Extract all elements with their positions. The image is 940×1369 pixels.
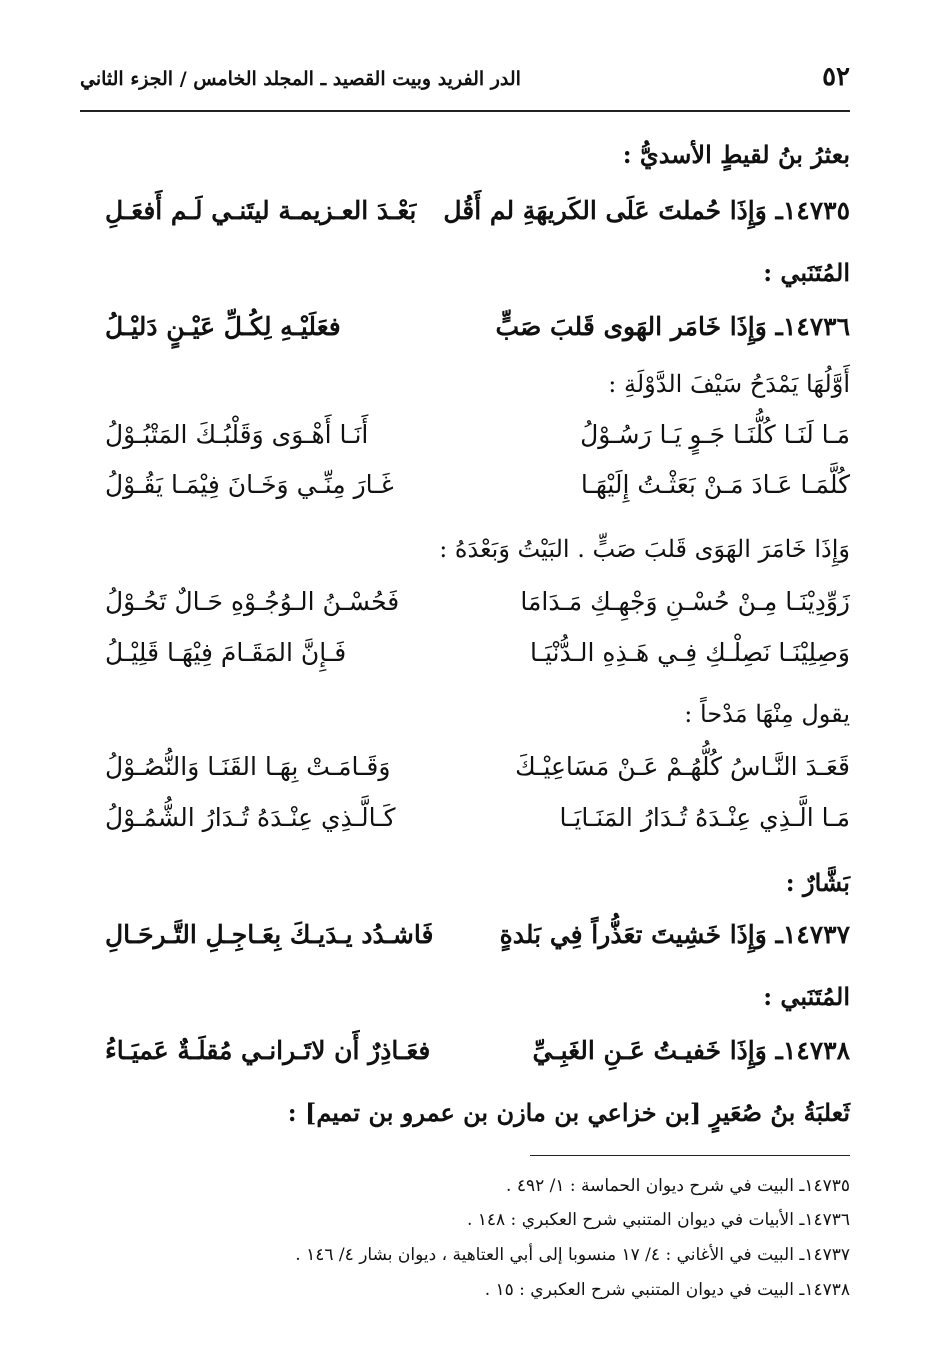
verse-first-hemistich: ١٤٧٣٨ـ وَإِذَا خَفيـتُ عَـنِ الغَبِـيِّ: [532, 1036, 850, 1065]
verse-second-hemistich: فَاشـدُد يـدَيـكَ بِعَـاجِـلِ التَّـرحَـالِ: [105, 920, 434, 949]
verse-first-hemistich: ١٤٧٣٦ـ وَإِذَا خَامَر الهَوى قَلبَ صَبٍّ: [495, 312, 850, 341]
verse-second-hemistich: كَـالَّـذِي عِنْـدَهُ تُـدَارُ الشُّمُـوْلُ: [105, 803, 396, 832]
verse-first-hemistich: زَوِّدِيْنَـا مِـنْ حُسْـنِ وَجْهِـكِ مَـدَامَا: [520, 587, 850, 616]
verse-second-hemistich: غَـارَ مِنِّـي وَخَـانَ فِيْمَـا يَقُـوْلُ: [105, 470, 394, 499]
verse-line: [105, 803, 850, 843]
verse-second-hemistich: فَحُسْـنُ الـوُجُـوْهِ حَـالٌ تَحُـوْلُ: [105, 587, 400, 616]
verse-first-hemistich: ١٤٧٣٧ـ وَإِذَا خَشِيتَ تعَذُّراً فِي بَلدةٍ: [499, 920, 850, 949]
verse-second-hemistich: أَنَـا أَهْـوَى وَقَلْبُـكَ المَتْبُـوْلُ: [105, 420, 369, 449]
poet-intro: بعثرُ بنُ لقيطٍ الأسديُّ :: [622, 140, 850, 169]
verse-line: [105, 420, 850, 460]
verse-first-hemistich: مَـا لَنَـا كُلُّنَـا جَـوٍ يَـا رَسُـوْلُ: [580, 420, 850, 449]
poet-intro: المُتَنَبي :: [763, 982, 850, 1011]
verse-first-hemistich: وَصِلِيْنَـا نَصِلْـكِ فِـي هَـذِهِ الـدُّنْيَـا: [530, 638, 850, 667]
verse-line: [105, 312, 850, 352]
verse-first-hemistich: مَـا الَّـذِي عِنْـدَهُ تُـدَارُ المَنَـايَـا: [559, 803, 850, 832]
verse-first-hemistich: ١٤٧٣٥ـ وَإِذَا حُملتَ عَلَى الكَريهَةِ لم أَقُل: [443, 196, 850, 225]
footnote-rule: [530, 1155, 850, 1156]
verse-second-hemistich: وَقَـامَـتْ بِهَـا القَنَـا وَالنُّصُـوْلُ: [105, 752, 391, 781]
verse-first-hemistich: قَعَـدَ النَّـاسُ كُلُّهُـمْ عَـنْ مَسَاعِيْـكَ: [515, 752, 850, 781]
commentary-line: وَإِذَا خَامَرَ الهَوَى قَلبَ صَبٍّ . البَيْتُ وَبَعْدَهُ :: [439, 535, 850, 563]
verse-second-hemistich: بَعْـدَ العـزيمـة ليتَنـي لَـم أَفعَـلِ: [105, 196, 417, 225]
footnote: ١٤٧٣٨ـ البيت في ديوان المتنبي شرح العكبري : ١٥ .: [484, 1280, 850, 1300]
running-title: الدر الفريد وبيت القصيد ـ المجلد الخامس / الجزء الثاني: [80, 68, 521, 90]
footnote: ١٤٧٣٧ـ البيت في الأغاني : ٤/ ١٧ منسوبا إلى أبي العتاهية ، ديوان بشار ٤/ ١٤٦ .: [295, 1245, 850, 1265]
verse-first-hemistich: كُلَّمَـا عَـادَ مَـنْ بَعَثْـتُ إِلَيْهَـا: [580, 470, 850, 499]
running-header: [80, 62, 850, 102]
verse-line: [105, 587, 850, 627]
verse-line: [105, 638, 850, 678]
verse-line: [105, 470, 850, 510]
poet-intro: ثَعلبَةُ بنُ صُعَيرٍ [بن خزاعي بن مازن بن عمرو بن تميم] :: [287, 1098, 850, 1127]
verse-second-hemistich: فَـإِنَّ المَقَـامَ فِيْهَـا قَلِيْـلُ: [105, 638, 347, 667]
poet-intro: المُتَنَبي :: [763, 258, 850, 287]
page-number: ٥٢: [822, 62, 850, 92]
verse-second-hemistich: فعَـاذِرٌ أَن لاتَـرانـي مُقلَـةٌ عَميَـاءُ: [105, 1036, 431, 1065]
commentary-line: يقول مِنْهَا مَدْحاً :: [684, 700, 850, 728]
verse-line: [105, 196, 850, 236]
verse-line: [105, 920, 850, 960]
commentary-line: أَوَّلُهَا يَمْدَحُ سَيْفَ الدَّوْلَةِ :: [608, 370, 850, 398]
footnote: ١٤٧٣٦ـ الأبيات في ديوان المتنبي شرح العكبري : ١٤٨ .: [466, 1210, 850, 1230]
header-rule: [80, 110, 850, 112]
footnote: ١٤٧٣٥ـ البيت في شرح ديوان الحماسة : ١/ ٤٩٢ .: [506, 1176, 850, 1196]
verse-line: [105, 752, 850, 792]
poet-intro: بَشَّارٌ :: [785, 868, 850, 897]
verse-second-hemistich: فعَلَيْـهِ لِكُـلِّ عَيْـنٍ دَليْـلُ: [105, 312, 341, 341]
verse-line: [105, 1036, 850, 1076]
